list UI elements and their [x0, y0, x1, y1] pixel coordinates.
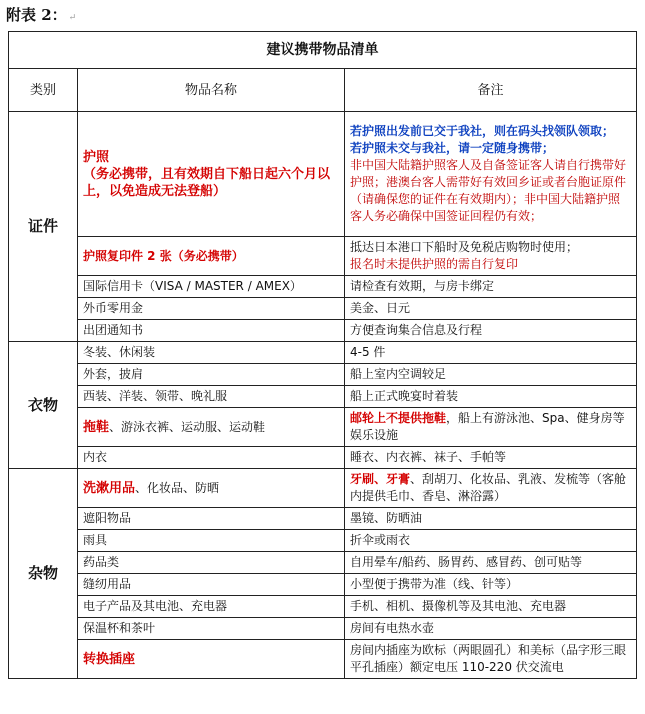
slippers-warning: 邮轮上不提供拖鞋	[350, 411, 447, 425]
passport-label: 护照	[83, 149, 110, 165]
item-note: 房间有电热水壶	[345, 618, 637, 640]
copy-note-2: 报名时未提供护照的需自行复印	[350, 257, 519, 271]
item-name: 电子产品及其电池、充电器	[78, 596, 345, 618]
passport-note-1: 若护照出发前已交于我社，则在码头找领队领取；	[350, 124, 615, 138]
item-note: 小型便于携带为准（线、针等）	[345, 574, 637, 596]
category-misc: 杂物	[9, 469, 78, 679]
table-row	[9, 386, 637, 408]
passport-note-3: 非中国大陆籍护照客人及自备签证客人请自行携带好护照；港澳台客人需带好有效回乡证或者台胞证原件（请确保您的证件在有效期内）；非中国大陆籍护照客人务必确保中国签证回程仍有效；	[350, 158, 627, 223]
item-name: 雨具	[78, 530, 345, 552]
item-slippers	[78, 408, 345, 447]
toiletries-warning: 牙刷、牙膏	[350, 472, 411, 486]
toiletries-rest: 、化妆品、防晒	[135, 480, 220, 495]
table-row	[9, 112, 637, 237]
item-adapter: 转换插座	[78, 640, 345, 679]
table-row	[9, 298, 637, 320]
item-note: 请检查有效期，与房卡绑定	[345, 276, 637, 298]
note-slippers	[345, 408, 637, 447]
table-row	[9, 530, 637, 552]
item-note: 自用晕车/船药、肠胃药、感冒药、创可贴等	[345, 552, 637, 574]
table-row	[9, 552, 637, 574]
category-documents: 证件	[9, 112, 78, 342]
item-note: 墨镜、防晒油	[345, 508, 637, 530]
item-name: 外套，披肩	[78, 364, 345, 386]
table-row	[9, 618, 637, 640]
table-row	[9, 408, 637, 447]
table-caption: 附表 2： ↵	[6, 6, 77, 24]
item-name: 内衣	[78, 447, 345, 469]
item-note: 手机、相机、摄像机等及其电池、充电器	[345, 596, 637, 618]
item-note: 船上正式晚宴时着装	[345, 386, 637, 408]
item-note: 方便查询集合信息及行程	[345, 320, 637, 342]
item-note: 睡衣、内衣裤、袜子、手帕等	[345, 447, 637, 469]
table-row	[9, 508, 637, 530]
item-name: 药品类	[78, 552, 345, 574]
toiletries-label: 洗漱用品	[83, 480, 136, 496]
recommended-items-table	[8, 31, 637, 679]
note-toiletries	[345, 469, 637, 508]
item-name: 遮阳物品	[78, 508, 345, 530]
table-row	[9, 640, 637, 679]
item-passport	[78, 112, 345, 237]
item-passport-copy: 护照复印件 2 张（务必携带）	[78, 237, 345, 276]
table-row	[9, 342, 637, 364]
table-row	[9, 596, 637, 618]
table-row	[9, 320, 637, 342]
table-row	[9, 276, 637, 298]
table-row	[9, 469, 637, 508]
item-name: 出团通知书	[78, 320, 345, 342]
table-row	[9, 237, 637, 276]
header-item: 物品名称	[78, 69, 345, 112]
item-name: 外币零用金	[78, 298, 345, 320]
item-name: 西装、洋装、领带、晚礼服	[78, 386, 345, 408]
item-name: 缝纫用品	[78, 574, 345, 596]
header-category: 类别	[9, 69, 78, 112]
table-row	[9, 574, 637, 596]
toiletries-note-rest: 、刮胡刀、化妆品、乳液、发梳等（客舱内提供毛巾、香皂、淋浴露）	[350, 472, 627, 503]
passport-note-2: 若护照未交与我社，请一定随身携带；	[350, 141, 555, 155]
slippers-rest: 、游泳衣裤、运动服、运动鞋	[109, 419, 266, 434]
item-note: 折伞或雨衣	[345, 530, 637, 552]
item-note: 船上室内空调较足	[345, 364, 637, 386]
item-name: 保温杯和茶叶	[78, 618, 345, 640]
item-name: 国际信用卡（VISA / MASTER / AMEX）	[78, 276, 345, 298]
item-name: 冬装、休闲装	[78, 342, 345, 364]
slippers-label: 拖鞋	[83, 419, 110, 435]
table-title: 建议携带物品清单	[9, 32, 637, 69]
slippers-note-rest: ，船上有游泳池、Spa、健身房等娱乐设施	[350, 411, 625, 442]
category-clothing: 衣物	[9, 342, 78, 469]
header-note: 备注	[345, 69, 637, 112]
note-passport	[345, 112, 637, 237]
passport-requirement: （务必携带，且有效期自下船日起六个月以上，以免造成无法登船）	[83, 166, 331, 199]
table-row	[9, 447, 637, 469]
note-passport-copy	[345, 237, 637, 276]
copy-note-1: 抵达日本港口下船时及免税店购物时使用；	[350, 240, 579, 254]
table-row	[9, 364, 637, 386]
item-toiletries	[78, 469, 345, 508]
note-adapter: 房间内插座为欧标（两眼圆孔）和美标（品字形三眼平孔插座）额定电压 110-220 伏交流电	[345, 640, 637, 679]
item-note: 4-5 件	[345, 342, 637, 364]
item-note: 美金、日元	[345, 298, 637, 320]
